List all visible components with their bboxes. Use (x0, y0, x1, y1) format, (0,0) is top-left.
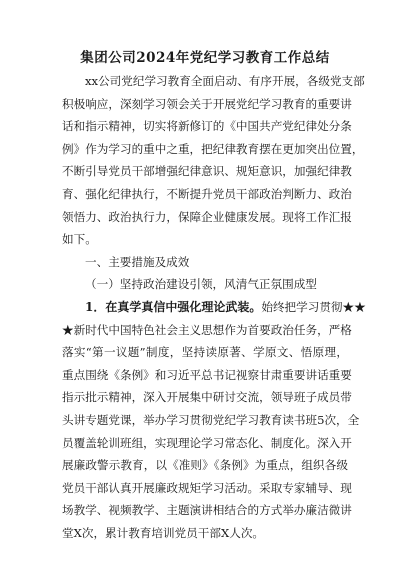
paragraph-line: 话和指示精神，切实将新修订的《中国共产党纪律处分条 (62, 119, 352, 134)
paragraph-line: 育、强化纪律执行，不断提升党员干部政治判断力、政治 (62, 186, 352, 201)
paragraph-line: 头讲专题党课，举办学习贯彻党纪学习教育读书班5次，全 (62, 412, 360, 427)
paragraph-line: 党员干部认真开展廉政规矩学习活动。采取专家辅导、现 (62, 480, 352, 495)
paragraph-line: 堂X次，累计教育培训党员干部X人次。 (62, 525, 265, 540)
paragraph-line: 指示批示精神，深入开展集中研讨交流，领导班子成员带 (62, 390, 352, 405)
paragraph-line: 员覆盖轮训班组，实现理论学习常态化、制度化。深入开 (62, 435, 352, 450)
paragraph-line: 积极响应，深刻学习领会关于开展党纪学习教育的重要讲 (62, 96, 352, 111)
paragraph-line: 例》作为学习的重中之重，把纪律教育摆在更加突出位置， (62, 141, 364, 156)
paragraph-line: xx公司党纪学习教育全面启动、有序开展，各级党支部 (85, 74, 365, 88)
section-heading: 一、主要措施及成效 (85, 254, 190, 269)
paragraph-line: 落实“第一议题”制度，坚持读原著、学原文、悟原理， (62, 345, 348, 360)
paragraph-line: ★新时代中国特色社会主义思想作为首要政治任务，严格 (62, 322, 352, 337)
paragraph-line: 场教学、视频教学、主题演讲相结合的方式举办廉洁微讲 (62, 503, 352, 518)
document-title: 集团公司2024年党纪学习教育工作总结 (80, 50, 330, 66)
paragraph-line: 不断引导党员干部增强纪律意识、规矩意识，加强纪律教 (62, 164, 352, 179)
paragraph-line: 重点围绕《条例》和习近平总书记视察甘肃重要讲话重要 (62, 367, 352, 382)
paragraph-text: 始终把学习贯彻★★ (261, 299, 366, 314)
item-heading: 1．在真学真信中强化理论武装。 (85, 299, 262, 314)
subsection-heading: （一）坚持政治建设引领，风清气正氛围成型 (85, 277, 317, 292)
paragraph-line: 领悟力、政治执行力，保障企业健康发展。现将工作汇报 (62, 209, 352, 224)
numbered-item-line (62, 296, 366, 319)
paragraph-line: 如下。 (62, 232, 97, 247)
document-body (62, 70, 366, 544)
paragraph-line: 展廉政警示教育，以《准则》《条例》为重点，组织各级 (62, 458, 348, 473)
